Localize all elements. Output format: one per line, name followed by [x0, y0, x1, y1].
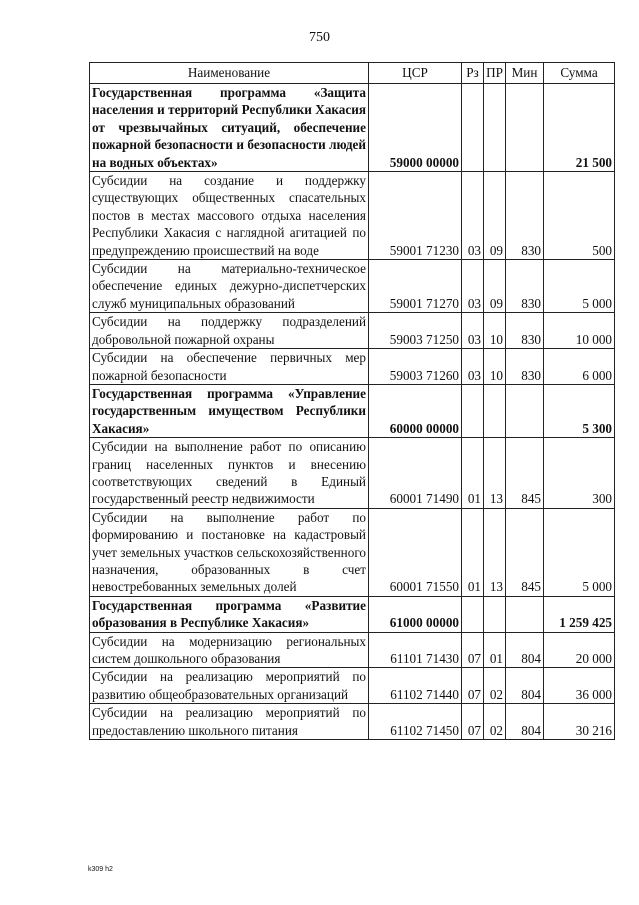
cell-pr: 09 — [484, 172, 506, 260]
cell-csr: 61102 71440 — [369, 668, 462, 704]
cell-csr: 59001 71270 — [369, 260, 462, 313]
table-row — [90, 172, 615, 260]
cell-min — [506, 596, 544, 632]
cell-csr: 61102 71450 — [369, 704, 462, 740]
cell-sum: 30 216 — [544, 704, 615, 740]
cell-min: 804 — [506, 668, 544, 704]
cell-sum: 36 000 — [544, 668, 615, 704]
cell-rz: 07 — [462, 668, 484, 704]
cell-pr — [484, 84, 506, 172]
cell-rz: 03 — [462, 349, 484, 385]
header-pr: ПР — [484, 63, 506, 84]
cell-csr: 59000 00000 — [369, 84, 462, 172]
table-row — [90, 313, 615, 349]
cell-rz: 07 — [462, 704, 484, 740]
cell-sum: 21 500 — [544, 84, 615, 172]
table-row — [90, 349, 615, 385]
cell-sum: 1 259 425 — [544, 596, 615, 632]
cell-sum: 20 000 — [544, 632, 615, 668]
cell-name: Субсидии на выполнение работ по описанию границ населенных пунктов и внесению соответствующих сведений в Единый государственный реестр недвижимости — [90, 438, 369, 509]
cell-csr: 60001 71550 — [369, 508, 462, 596]
cell-pr — [484, 596, 506, 632]
table-row — [90, 438, 615, 509]
table-row — [90, 668, 615, 704]
header-name: Наименование — [90, 63, 369, 84]
cell-name: Субсидии на обеспечение первичных мер пожарной безопасности — [90, 349, 369, 385]
table-body — [90, 84, 615, 740]
cell-min: 830 — [506, 349, 544, 385]
cell-sum: 5 300 — [544, 384, 615, 437]
cell-name: Государственная программа «Развитие образования в Республике Хакасия» — [90, 596, 369, 632]
cell-min: 845 — [506, 438, 544, 509]
header-min: Мин — [506, 63, 544, 84]
cell-csr: 60001 71490 — [369, 438, 462, 509]
cell-pr: 10 — [484, 313, 506, 349]
cell-name: Субсидии на выполнение работ по формированию и постановке на кадастровый учет земельных участков сельскохозяйственного назначения, образованных в счет невостребованных земельных долей — [90, 508, 369, 596]
cell-sum: 500 — [544, 172, 615, 260]
page-number: 750 — [309, 30, 330, 45]
table-row — [90, 632, 615, 668]
cell-rz: 07 — [462, 632, 484, 668]
budget-table — [89, 62, 615, 740]
cell-min: 830 — [506, 313, 544, 349]
cell-sum: 300 — [544, 438, 615, 509]
cell-csr: 60000 00000 — [369, 384, 462, 437]
cell-min: 804 — [506, 704, 544, 740]
cell-sum: 5 000 — [544, 508, 615, 596]
cell-pr: 02 — [484, 668, 506, 704]
cell-name: Субсидии на создание и поддержку существующих общественных спасательных постов в местах массового отдыха населения Республики Хакасия с наглядной агитацией по предупреждению происшествий на воде — [90, 172, 369, 260]
cell-pr: 09 — [484, 260, 506, 313]
cell-rz: 01 — [462, 438, 484, 509]
cell-pr: 10 — [484, 349, 506, 385]
cell-csr: 59001 71230 — [369, 172, 462, 260]
cell-pr: 13 — [484, 438, 506, 509]
cell-rz: 03 — [462, 260, 484, 313]
cell-sum: 5 000 — [544, 260, 615, 313]
cell-min — [506, 84, 544, 172]
header-csr: ЦСР — [369, 63, 462, 84]
header-rz: Рз — [462, 63, 484, 84]
cell-name: Субсидии на модернизацию региональных систем дошкольного образования — [90, 632, 369, 668]
cell-name: Субсидии на поддержку подразделений добровольной пожарной охраны — [90, 313, 369, 349]
cell-csr: 59003 71250 — [369, 313, 462, 349]
table-row — [90, 508, 615, 596]
cell-csr: 59003 71260 — [369, 349, 462, 385]
cell-rz: 03 — [462, 313, 484, 349]
cell-min: 845 — [506, 508, 544, 596]
table-row — [90, 260, 615, 313]
document-code: k309 h2 — [88, 866, 113, 873]
cell-rz: 01 — [462, 508, 484, 596]
cell-pr — [484, 384, 506, 437]
table-row — [90, 596, 615, 632]
cell-sum: 6 000 — [544, 349, 615, 385]
cell-min: 830 — [506, 172, 544, 260]
cell-rz — [462, 596, 484, 632]
cell-name: Субсидии на реализацию мероприятий по развитию общеобразовательных организаций — [90, 668, 369, 704]
cell-sum: 10 000 — [544, 313, 615, 349]
cell-min: 830 — [506, 260, 544, 313]
cell-pr: 01 — [484, 632, 506, 668]
cell-rz — [462, 84, 484, 172]
cell-name: Государственная программа «Защита населения и территорий Республики Хакасия от чрезвычайных ситуаций, обеспечение пожарной безопасности и безопасности людей на водных объектах» — [90, 84, 369, 172]
cell-name: Субсидии на реализацию мероприятий по предоставлению школьного питания — [90, 704, 369, 740]
cell-name: Государственная программа «Управление государственным имуществом Республики Хакасия» — [90, 384, 369, 437]
table-row — [90, 704, 615, 740]
cell-pr: 13 — [484, 508, 506, 596]
header-sum: Сумма — [544, 63, 615, 84]
table-header-row — [90, 63, 615, 84]
cell-pr: 02 — [484, 704, 506, 740]
cell-min — [506, 384, 544, 437]
cell-min: 804 — [506, 632, 544, 668]
cell-rz — [462, 384, 484, 437]
cell-name: Субсидии на материально-техническое обеспечение единых дежурно-диспетчерских служб муниципальных образований — [90, 260, 369, 313]
table-row — [90, 84, 615, 172]
cell-rz: 03 — [462, 172, 484, 260]
cell-csr: 61000 00000 — [369, 596, 462, 632]
table-row — [90, 384, 615, 437]
cell-csr: 61101 71430 — [369, 632, 462, 668]
